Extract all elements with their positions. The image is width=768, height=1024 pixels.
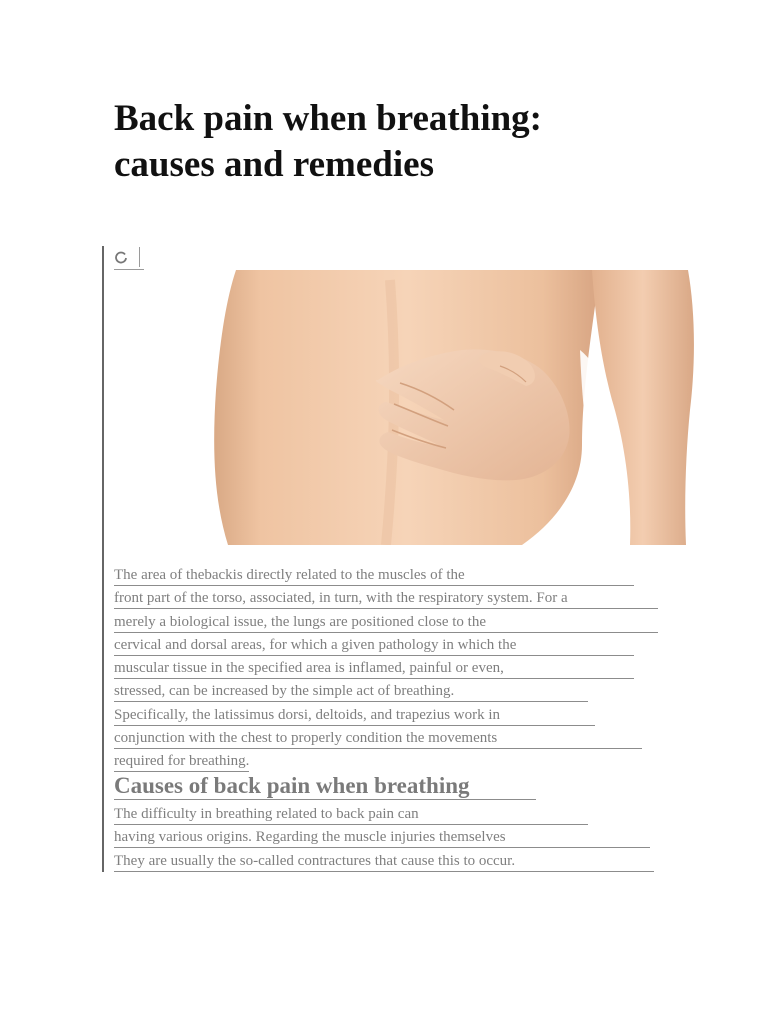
- text-line: They are usually the so-called contractures that cause this to occur.: [114, 852, 674, 875]
- page-title: Back pain when breathing: causes and remedies: [114, 98, 542, 185]
- text-line: front part of the torso, associated, in turn, with the respiratory system. For a: [114, 589, 674, 612]
- section-heading: Causes of back pain when breathing: [114, 772, 536, 800]
- left-margin-rule: [102, 246, 104, 872]
- text-line: The difficulty in breathing related to back pain can: [114, 805, 674, 828]
- text-line: merely a biological issue, the lungs are positioned close to the: [114, 613, 674, 636]
- text-line: required for breathing.: [114, 752, 674, 775]
- text-line: The area of thebackis directly related to the muscles of the: [114, 566, 674, 589]
- loading-spinner-icon: [114, 250, 128, 264]
- placeholder-divider: [139, 247, 140, 267]
- text-line: stressed, can be increased by the simple act of breathing.: [114, 682, 674, 705]
- text-line: muscular tissue in the specified area is inflamed, painful or even,: [114, 659, 674, 682]
- back-pain-photo: [200, 270, 730, 545]
- text-line: Specifically, the latissimus dorsi, deltoids, and trapezius work in: [114, 706, 674, 729]
- section-paragraph: [114, 805, 674, 875]
- text-line: conjunction with the chest to properly condition the movements: [114, 729, 674, 752]
- text-line: having various origins. Regarding the muscle injuries themselves: [114, 828, 674, 851]
- image-placeholder-link[interactable]: [114, 247, 144, 270]
- text-line: cervical and dorsal areas, for which a given pathology in which the: [114, 636, 674, 659]
- back-with-hand-icon: [200, 270, 730, 545]
- intro-paragraph: [114, 566, 674, 776]
